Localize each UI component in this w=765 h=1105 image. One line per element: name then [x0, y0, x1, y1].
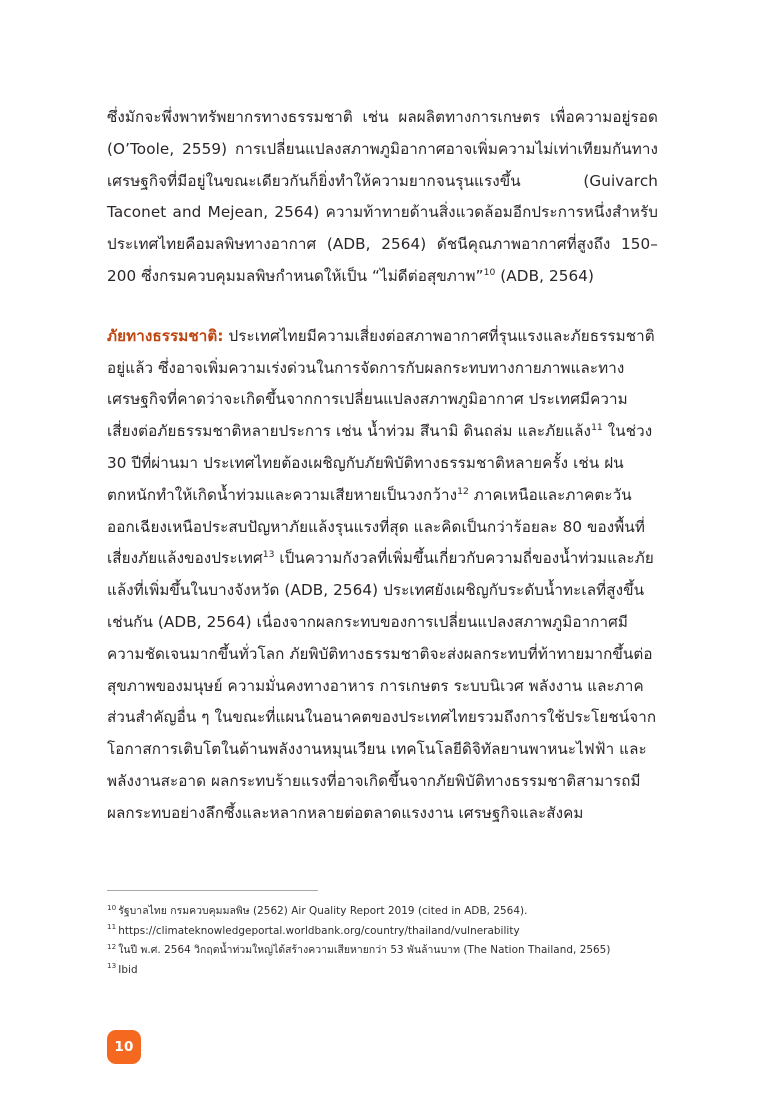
paragraph-text: ประเทศไทยมีความเสี่ยงต่อสภาพอากาศที่รุนแรงและภัยธรรมชาติอยู่แล้ว ซึ่งอาจเพิ่มความเร่งด่วนในการจัดการกับผลกระทบทางกายภาพและทางเศรษฐกิจที่คาดว่าจะเกิดขึ้นจากการเปลี่ยนแปลงสภาพภูมิอากาศ ประเทศมีความเสี่ยงต่อภัยธรรมชาติหลายประการ เช่น น้ำท่วม สึนามิ ดินถล่ม และภัยแล้ง	[107, 326, 655, 441]
paragraph-natural-resources	[107, 102, 658, 293]
footnote-marker: 12	[107, 941, 117, 951]
page-number-badge: 10	[107, 1030, 141, 1064]
footnote-area	[107, 890, 658, 980]
footnote-reference[interactable]: 12	[457, 485, 469, 497]
footnote-marker: 11	[107, 922, 117, 932]
footnote-marker: 13	[107, 961, 117, 971]
footnote-item	[107, 922, 658, 942]
paragraph-text: ซึ่งมักจะพึ่งพาทรัพยากรทางธรรมชาติ เช่น ผลผลิตทางการเกษตร เพื่อความอยู่รอด (O’Toole, 2559) การเปลี่ยนแปลงสภาพภูมิอากาศอาจเพิ่มความไม่เท่าเทียมกันทางเศรษฐกิจที่มีอยู่ในขณะเดียวกันก็ยิ่งทำให้ความยากจนรุนแรงขึ้น (Guivarch Taconet and Mejean, 2564) ความท้าทายด้านสิ่งแวดล้อมอีกประการหนึ่งสำหรับประเทศไทยคือมลพิษทางอากาศ (ADB, 2564) ดัชนีคุณภาพอากาศที่สูงถึง 150–200 ซึ่งกรมควบคุมมลพิษกำหนดให้เป็น “ไม่ดีต่อสุขภาพ”	[107, 108, 658, 285]
footnote-marker: 10	[107, 902, 117, 912]
footnote-text: https://climateknowledgeportal.worldbank.org/country/thailand/vulnerability	[118, 924, 520, 937]
paragraph-text: (ADB, 2564)	[495, 266, 595, 285]
body-content	[107, 102, 658, 830]
footnote-separator	[107, 890, 318, 891]
footnote-text: รัฐบาลไทย กรมควบคุมมลพิษ (2562) Air Quality Report 2019 (cited in ADB, 2564).	[118, 905, 528, 917]
footnote-item	[107, 941, 658, 961]
paragraph-natural-hazards	[107, 321, 658, 830]
footnote-reference[interactable]: 13	[262, 549, 275, 561]
paragraph-text: ภาคเหนือและภาคตะวันออกเฉียงเหนือประสบปัญหาภัยแล้งรุนแรงที่สุด และคิดเป็นกว่าร้อยละ 80 ของพื้นที่เสี่ยงภัยแล้งของประเทศ	[107, 485, 645, 568]
footnote-item	[107, 902, 658, 922]
footnote-item	[107, 961, 658, 981]
footnote-list	[107, 902, 658, 980]
footnote-reference[interactable]: 10	[483, 266, 496, 278]
footnote-reference[interactable]: 11	[591, 422, 603, 434]
paragraph-text: ในช่วง 30 ปีที่ผ่านมา ประเทศไทยต้องเผชิญกับภัยพิบัติทางธรรมชาติหลายครั้ง เช่น ฝนตกหนักทำให้เกิดน้ำท่วมและความเสียหายเป็นวงกว้าง	[107, 422, 653, 504]
paragraph-text: เป็นความกังวลที่เพิ่มขึ้นเกี่ยวกับความถี่ของน้ำท่วมและภัยแล้งที่เพิ่มขึ้นในบางจังหวัด (ADB, 2564) ประเทศยังเผชิญกับระดับน้ำทะเลที่สูงขึ้นเช่นกัน (ADB, 2564) เนื่องจากผลกระทบของการเปลี่ยนแปลงสภาพภูมิอากาศมีความชัดเจนมากขึ้นทั่วโลก ภัยพิบัติทางธรรมชาติจะส่งผลกระทบที่ท้าทายมากขึ้นต่อสุขภาพของมนุษย์ ความมั่นคงทางอาหาร การเกษตร ระบบนิเวศ พลังงาน และภาคส่วนสำคัญอื่น ๆ ในขณะที่แผนในอนาคตของประเทศไทยรวมถึงการใช้ประโยชน์จากโอกาสการเติบโตในด้านพลังงานหมุนเวียน เทคโนโลยีดิจิทัลยานพาหนะไฟฟ้า และพลังงานสะอาด ผลกระทบร้ายแรงที่อาจเกิดขึ้นจากภัยพิบัติทางธรรมชาติสามารถมีผลกระทบอย่างลึกซึ้งและหลากหลายต่อตลาดแรงงาน เศรษฐกิจและสังคม	[107, 549, 657, 822]
footnote-text: Ibid	[118, 963, 138, 976]
footnote-text: ในปี พ.ศ. 2564 วิกฤตน้ำท่วมใหญ่ได้สร้างความเสียหายกว่า 53 พันล้านบาท (The Nation Thailand, 2565)	[118, 944, 611, 956]
section-heading: ภัยทางธรรมชาติ:	[107, 326, 224, 345]
